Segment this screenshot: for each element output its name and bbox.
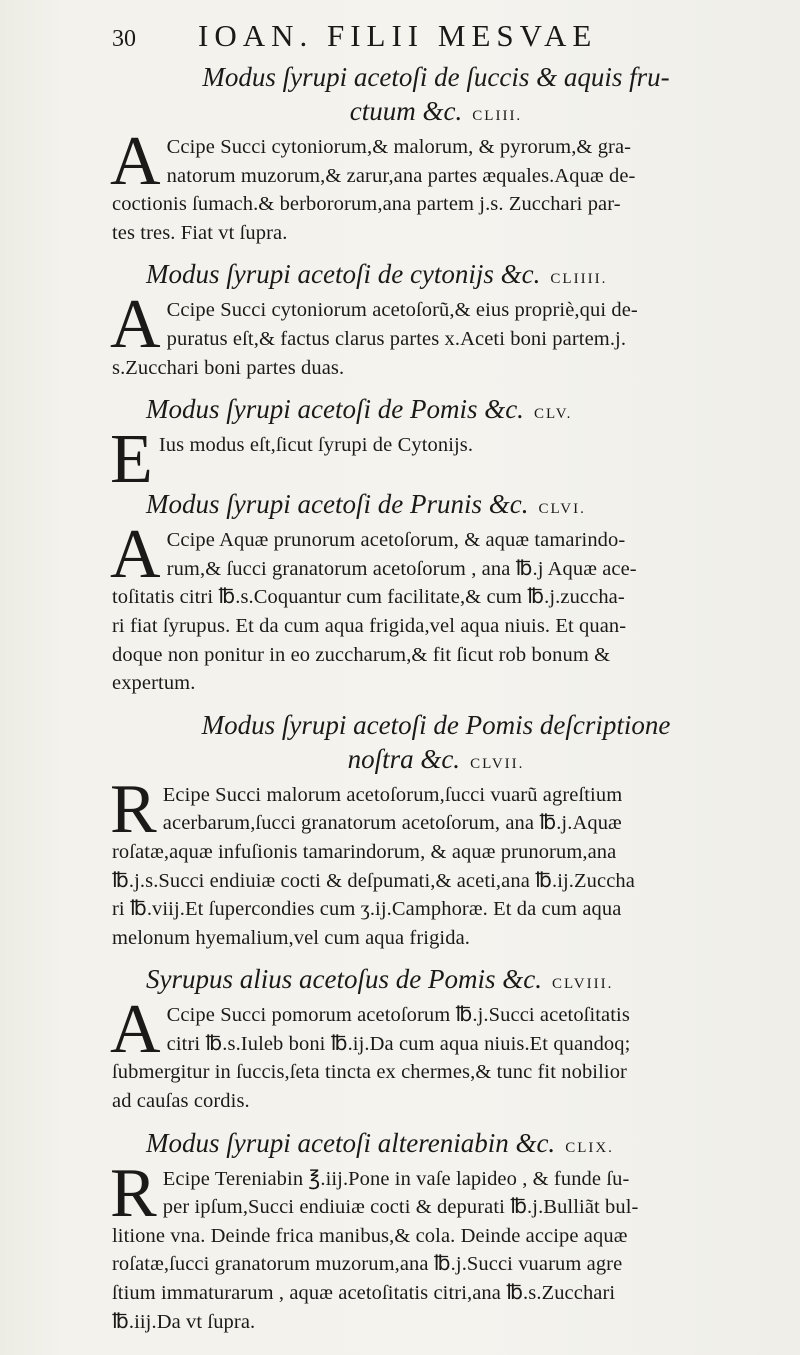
heading-text: noſtra &c. bbox=[347, 743, 461, 774]
recipe-section bbox=[112, 708, 760, 963]
section-paragraph bbox=[110, 286, 760, 382]
text-line: roſatæ,ſucci granatorum muzorum,ana ℔.j.Succi vuarum agre bbox=[112, 1253, 623, 1276]
drop-cap-initial: A bbox=[110, 516, 161, 594]
recipe-section bbox=[112, 60, 760, 257]
heading-text: Syrupus alius acetoſus de Pomis &c. bbox=[146, 964, 542, 995]
text-line: ℔.j.s.Succi endiuiæ cocti & deſpumati,& aceti,ana ℔.ij.Zuccha bbox=[112, 869, 635, 892]
section-number: CLIII. bbox=[472, 108, 523, 124]
heading-text: ctuum &c. bbox=[349, 96, 463, 126]
text-line: ſubmergitur in ſuccis,ſeta tincta ex chermes,& tunc fit nobilior bbox=[112, 1061, 627, 1084]
section-number: CLVIII. bbox=[551, 976, 614, 993]
text-line: per ipſum,Succi endiuiæ cocti & depurati ℔.j.Bulliãt bul- bbox=[162, 1196, 639, 1219]
section-number: CLV. bbox=[533, 406, 573, 423]
section-number: CLVI. bbox=[538, 501, 586, 518]
heading-text: Modus ſyrupi acetoſi de Pomis deſcriptione bbox=[201, 709, 671, 740]
text-line: acerbarum,ſucci granatorum acetoſorum, ana ℔.j.Aquæ bbox=[162, 812, 622, 835]
heading-text: Modus ſyrupi acetoſi de ſuccis & aquis fru- bbox=[202, 62, 670, 92]
text-line: Ecipe Succi malorum acetoſorum,ſucci vuarũ agreſtium bbox=[162, 783, 623, 806]
text-line: Ius modus eſt,ſicut ſyrupi de Cytonijs. bbox=[158, 434, 474, 457]
text-body bbox=[112, 60, 760, 1346]
text-line: tes tres. Fiat vt ſupra. bbox=[112, 221, 288, 244]
text-line: citri ℔.s.Iuleb boni ℔.ij.Da cum aqua niuis.Et quandoq; bbox=[166, 1032, 631, 1055]
text-line: natorum muzorum,& zarur,ana partes æquales.Aquæ de- bbox=[166, 164, 636, 187]
section-heading bbox=[112, 94, 760, 133]
text-line: ri ℔.viij.Et ſupercondies cum ʒ.ij.Camphoræ. Et da cum aqua bbox=[112, 898, 622, 921]
text-line: Ccipe Succi pomorum acetoſorum ℔.j.Succi acetoſitatis bbox=[166, 1004, 630, 1027]
text-line: puratus eſt,& factus clarus partes x.Aceti boni partem.j. bbox=[166, 327, 627, 350]
section-paragraph bbox=[110, 516, 760, 698]
text-line: expertum. bbox=[112, 672, 196, 695]
heading-text: Modus ſyrupi acetoſi de Pomis &c. bbox=[146, 394, 524, 425]
recipe-section bbox=[112, 962, 760, 1125]
text-line: litione vna. Deinde frica manibus,& cola. Deinde accipe aquæ bbox=[112, 1224, 628, 1247]
recipe-section bbox=[110, 392, 760, 499]
text-line: roſatæ,aquæ infuſionis tamarindorum, & aquæ prunorum,ana bbox=[112, 840, 617, 863]
drop-cap-initial: A bbox=[110, 123, 161, 200]
section-paragraph bbox=[110, 123, 760, 247]
section-heading bbox=[112, 257, 760, 296]
heading-text: Modus ſyrupi acetoſi altereniabin &c. bbox=[146, 1127, 556, 1158]
section-paragraph bbox=[110, 421, 760, 499]
text-line: doque non ponitur in eo zuccharum,& fit ſicut rob bonum & bbox=[112, 643, 611, 666]
section-number: CLIX. bbox=[565, 1139, 614, 1156]
text-line: rum,& ſucci granatorum acetoſorum , ana ℔.j Aquæ ace- bbox=[166, 557, 637, 580]
recipe-section bbox=[112, 487, 760, 708]
text-line: ℔.iij.Da vt ſupra. bbox=[112, 1310, 256, 1333]
text-line: ri fiat ſyrupus. Et da cum aqua frigida,vel aqua niuis. Et quan- bbox=[112, 614, 627, 637]
section-heading bbox=[112, 392, 760, 431]
section-paragraph bbox=[110, 1154, 760, 1337]
text-line: Ccipe Aquæ prunorum acetoſorum, & aquæ tamarindo- bbox=[166, 529, 626, 552]
text-line: toſitatis citri ℔.s.Coquantur cum facilitate,& cum ℔.j.zuccha- bbox=[112, 586, 625, 609]
section-heading bbox=[112, 487, 760, 526]
text-line: s.Zucchari boni partes duas. bbox=[112, 356, 345, 379]
section-heading bbox=[112, 708, 760, 742]
running-title: IOAN. FILII MESVAE bbox=[198, 18, 598, 53]
drop-cap-initial: R bbox=[110, 1154, 157, 1232]
drop-cap-initial: E bbox=[110, 421, 153, 499]
heading-text: Modus ſyrupi acetoſi de cytonijs &c. bbox=[146, 259, 541, 290]
section-paragraph bbox=[110, 991, 760, 1115]
text-line: Ccipe Succi cytoniorum acetoſorũ,& eius propriè,qui de- bbox=[166, 299, 638, 322]
recipe-section bbox=[112, 1126, 760, 1347]
section-heading bbox=[112, 742, 760, 781]
text-line: Ecipe Tereniabin ℥.iij.Pone in vaſe lapideo , & funde ſu- bbox=[162, 1167, 630, 1190]
section-heading bbox=[112, 60, 760, 94]
section-number: CLVII. bbox=[470, 755, 525, 772]
section-heading bbox=[112, 962, 760, 1001]
section-paragraph bbox=[110, 770, 760, 953]
drop-cap-initial: R bbox=[110, 770, 157, 848]
heading-text: Modus ſyrupi acetoſi de Prunis &c. bbox=[146, 489, 529, 520]
section-heading bbox=[112, 1126, 760, 1165]
drop-cap-initial: A bbox=[110, 991, 161, 1069]
section-number: CLIIII. bbox=[550, 271, 608, 288]
text-line: ad cauſas cordis. bbox=[112, 1090, 250, 1113]
text-line: melonum hyemalium,vel cum aqua frigida. bbox=[112, 926, 470, 949]
page-number: 30 bbox=[112, 26, 136, 52]
drop-cap-initial: A bbox=[110, 286, 161, 364]
running-head bbox=[112, 18, 752, 54]
recipe-section bbox=[112, 257, 760, 392]
text-line: ſtium immaturarum , aquæ acetoſitatis citri,ana ℔.s.Zucchari bbox=[112, 1282, 616, 1305]
text-line: Ccipe Succi cytoniorum,& malorum, & pyrorum,& gra- bbox=[166, 136, 632, 158]
text-line: coctionis ſumach.& berbororum,ana partem j.s. Zucchari par- bbox=[112, 193, 621, 216]
